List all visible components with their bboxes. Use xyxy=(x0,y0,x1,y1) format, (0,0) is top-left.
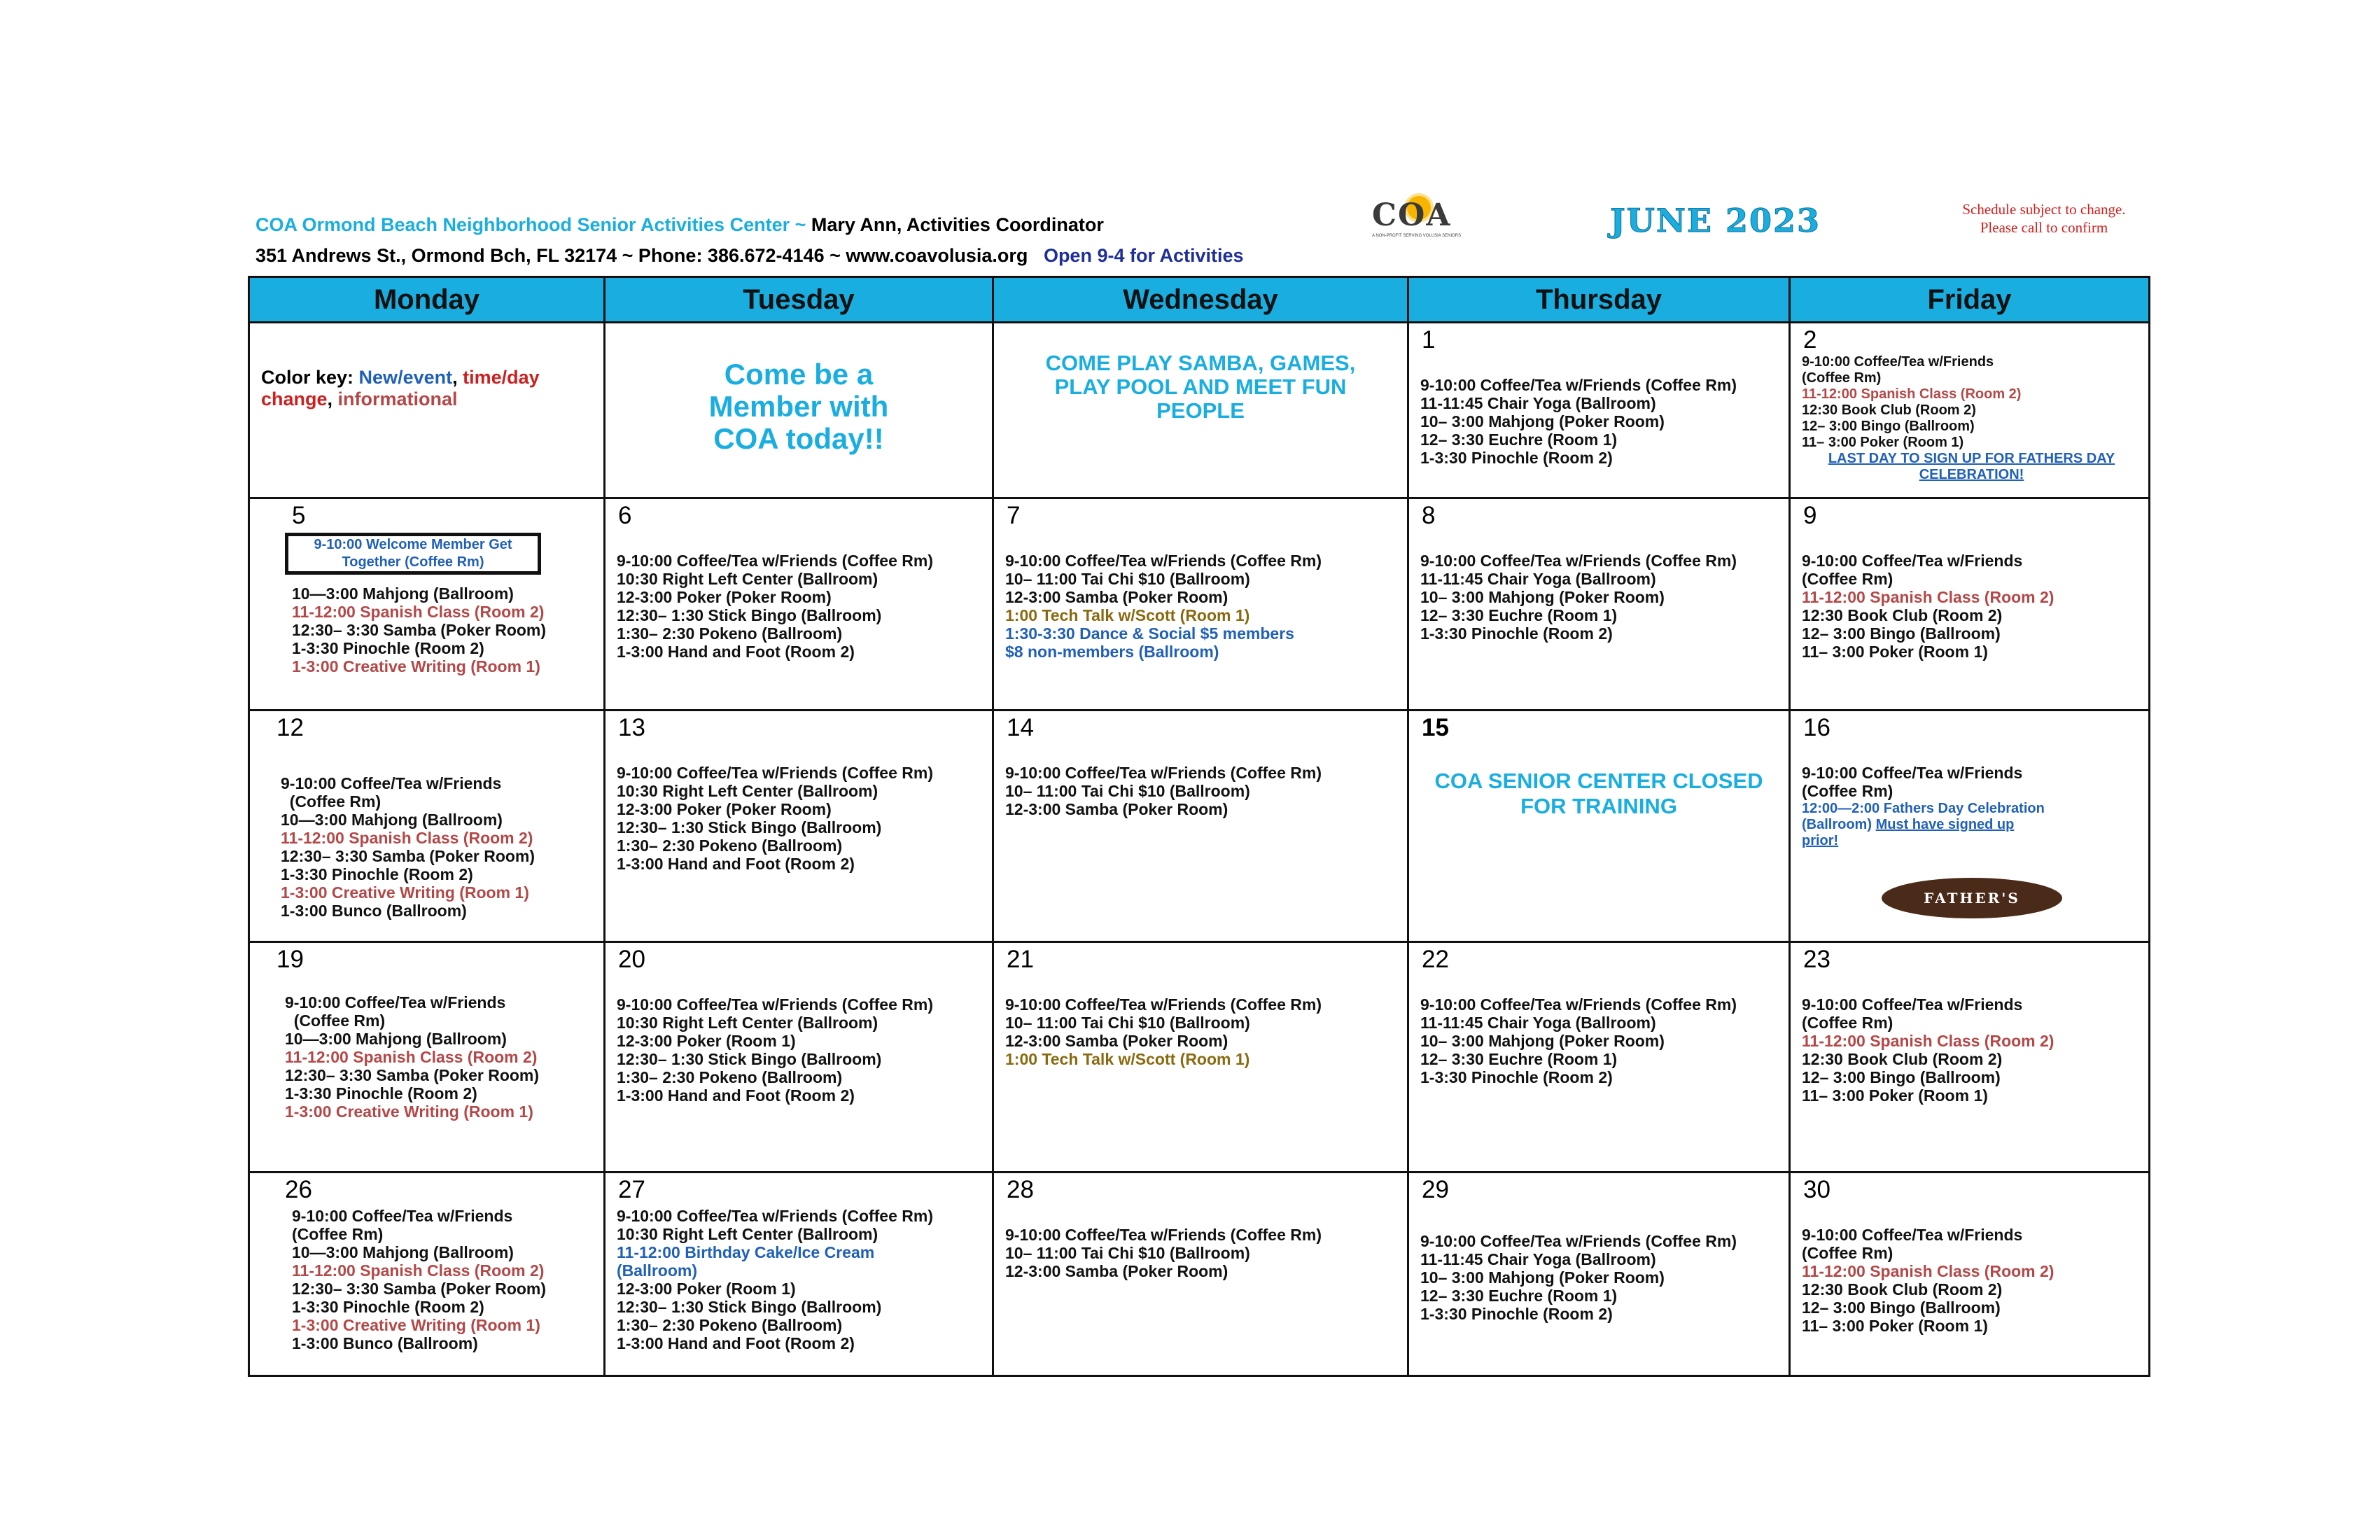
weekday-header: Thursday xyxy=(1408,277,1790,323)
event-line: 12– 3:00 Bingo (Ballroom) xyxy=(1802,1298,2001,1317)
day-number: 28 xyxy=(1007,1176,1034,1203)
event-line: (Coffee Rm) xyxy=(285,1011,386,1030)
day-events xyxy=(1802,552,2141,661)
day-number: 14 xyxy=(1007,714,1034,741)
event-line: 11– 3:00 Poker (Room 1) xyxy=(1802,435,1964,450)
header-address-line xyxy=(255,245,1244,267)
event-line: 10– 3:00 Mahjong (Poker Room) xyxy=(1420,1268,1665,1287)
day-number: 27 xyxy=(618,1176,645,1203)
day-number: 15 xyxy=(1422,714,1449,741)
day-number: 9 xyxy=(1803,502,1817,529)
event-line: 12-3:00 Samba (Poker Room) xyxy=(1005,1032,1228,1050)
event-line: 9-10:00 Coffee/Tea w/Friends xyxy=(1802,552,2023,570)
event-line: 11-12:00 Spanish Class (Room 2) xyxy=(1802,386,2022,402)
event-line: 10:30 Right Left Center (Ballroom) xyxy=(617,1014,878,1032)
event-line: 9-10:00 Coffee/Tea w/Friends (Coffee Rm) xyxy=(1005,552,1322,570)
day-number: 5 xyxy=(292,502,306,529)
event-line: 1-3:30 Pinochle (Room 2) xyxy=(1420,1305,1613,1323)
event-line: 12:30– 1:30 Stick Bingo (Ballroom) xyxy=(617,1050,882,1068)
event-line: 12:30– 3:30 Samba (Poker Room) xyxy=(285,1066,540,1084)
logo-text: COA xyxy=(1372,197,1452,233)
day-events xyxy=(1005,764,1400,818)
day-number: 16 xyxy=(1803,714,1830,741)
event-line: 12:30 Book Club (Room 2) xyxy=(1802,402,1976,418)
event-line: 12– 3:30 Euchre (Room 1) xyxy=(1420,606,1618,624)
day-events xyxy=(617,764,985,873)
day-events xyxy=(1802,1226,2141,1335)
day-number: 6 xyxy=(618,502,632,529)
event-line: 12:30– 1:30 Stick Bingo (Ballroom) xyxy=(617,606,882,624)
event-line: 12– 3:00 Bingo (Ballroom) xyxy=(1802,419,1975,434)
event-line: 11-12:00 Spanish Class (Room 2) xyxy=(1802,1262,2054,1280)
event-line: 10—3:00 Mahjong (Ballroom) xyxy=(281,811,503,829)
event-line: 9-10:00 Coffee/Tea w/Friends xyxy=(1802,995,2023,1014)
event-line: 9-10:00 Coffee/Tea w/Friends (Coffee Rm) xyxy=(1005,1226,1322,1244)
day-cell xyxy=(1408,942,1790,1172)
event-line: 11-11:45 Chair Yoga (Ballroom) xyxy=(1420,394,1656,412)
event-line: 12:30– 1:30 Stick Bingo (Ballroom) xyxy=(617,1298,882,1316)
event-line: 1:00 Tech Talk w/Scott (Room 1) xyxy=(1005,606,1250,624)
event-line: 9-10:00 Coffee/Tea w/Friends (Coffee Rm) xyxy=(1420,552,1737,570)
day-events xyxy=(292,1207,596,1352)
color-key: Color key: New/event, time/day change, informational xyxy=(261,367,540,410)
event-line[interactable]: prior! xyxy=(1802,833,1839,848)
day-cell xyxy=(1790,710,2150,942)
member-promo: Come be a Member with COA today!! xyxy=(708,358,889,455)
event-line: 9-10:00 Coffee/Tea w/Friends xyxy=(1802,1226,2023,1244)
day-cell xyxy=(993,498,1408,710)
event-line: 9-10:00 Coffee/Tea w/Friends xyxy=(1802,354,1994,370)
event-line: 9-10:00 Coffee/Tea w/Friends xyxy=(285,993,506,1011)
day-number: 22 xyxy=(1422,946,1449,973)
day-number: 26 xyxy=(285,1176,312,1203)
event-line: 1-3:30 Pinochle (Room 2) xyxy=(1420,624,1613,643)
event-line: 1-3:00 Hand and Foot (Room 2) xyxy=(617,643,855,661)
signup-required-link[interactable]: Must have signed up xyxy=(1875,817,2015,832)
event-line: (Ballroom) xyxy=(617,1261,697,1280)
event-line: 1-3:00 Hand and Foot (Room 2) xyxy=(617,855,855,873)
event-line: 1-3:30 Pinochle (Room 2) xyxy=(292,1298,484,1316)
event-line: 9-10:00 Coffee/Tea w/Friends (Coffee Rm) xyxy=(1420,995,1737,1014)
event-line: 1-3:00 Creative Writing (Room 1) xyxy=(292,1316,540,1334)
event-line: 12– 3:30 Euchre (Room 1) xyxy=(1420,1287,1618,1305)
event-line: 12:30– 1:30 Stick Bingo (Ballroom) xyxy=(617,818,882,836)
event-line[interactable]: CELEBRATION! xyxy=(1919,467,2024,482)
event-line: 12:30 Book Club (Room 2) xyxy=(1802,606,2003,624)
event-line: 1-3:00 Creative Writing (Room 1) xyxy=(292,657,540,676)
event-line: 1:30– 2:30 Pokeno (Ballroom) xyxy=(617,836,843,855)
event-line: 11-12:00 Spanish Class (Room 2) xyxy=(292,1261,545,1280)
event-line: 10—3:00 Mahjong (Ballroom) xyxy=(285,1030,507,1048)
event-line: 12:30– 3:30 Samba (Poker Room) xyxy=(292,1280,547,1298)
header-title-line xyxy=(255,214,1104,236)
day-number: 8 xyxy=(1422,502,1436,529)
event-line: 1:30– 2:30 Pokeno (Ballroom) xyxy=(617,1316,843,1334)
samba-promo: COME PLAY SAMBA, GAMES, PLAY POOL AND MEET FUN PEOPLE xyxy=(1045,351,1356,423)
event-line: 10– 11:00 Tai Chi $10 (Ballroom) xyxy=(1005,782,1250,800)
day-cell xyxy=(605,498,993,710)
event-line: 1-3:00 Bunco (Ballroom) xyxy=(281,902,467,920)
day-cell xyxy=(249,942,605,1172)
event-line: 12-3:00 Poker (Room 1) xyxy=(617,1032,796,1050)
weekday-header: Friday xyxy=(1790,277,2150,323)
day-events xyxy=(1420,376,1782,467)
event-line: 12-3:00 Samba (Poker Room) xyxy=(1005,800,1228,818)
day-cell xyxy=(1790,1172,2150,1376)
day-cell xyxy=(1408,498,1790,710)
day-events xyxy=(1420,995,1782,1086)
day-number: 13 xyxy=(618,714,645,741)
day-events xyxy=(617,1207,985,1352)
event-line: 11– 3:00 Poker (Room 1) xyxy=(1802,1086,1988,1105)
event-line: 11-11:45 Chair Yoga (Ballroom) xyxy=(1420,1250,1656,1268)
day-number: 1 xyxy=(1422,326,1436,354)
event-line: 1:30– 2:30 Pokeno (Ballroom) xyxy=(617,1068,843,1086)
event-line: 12-3:00 Samba (Poker Room) xyxy=(1005,588,1228,606)
event-line: 9-10:00 Coffee/Tea w/Friends (Coffee Rm) xyxy=(1005,764,1322,782)
event-line: 11– 3:00 Poker (Room 1) xyxy=(1802,643,1988,661)
welcome-event-box: 9-10:00 Welcome Member Get Together (Coffee Rm) xyxy=(285,533,541,575)
event-line: 10– 3:00 Mahjong (Poker Room) xyxy=(1420,1032,1665,1050)
event-line: 11-12:00 Spanish Class (Room 2) xyxy=(281,829,533,847)
logo-tagline: A NON-PROFIT SERVING VOLUSIA SENIORS xyxy=(1372,234,1462,238)
event-line: 9-10:00 Coffee/Tea w/Friends (Coffee Rm) xyxy=(617,995,934,1014)
event-line: 1-3:00 Hand and Foot (Room 2) xyxy=(617,1086,855,1105)
weekday-header: Monday xyxy=(249,277,605,323)
day-cell xyxy=(1408,710,1790,942)
center-name: COA Ormond Beach Neighborhood Senior Activities Center xyxy=(255,214,790,235)
day-events xyxy=(617,995,985,1105)
event-line: 1-3:00 Bunco (Ballroom) xyxy=(292,1334,478,1352)
day-cell xyxy=(605,942,993,1172)
day-number: 29 xyxy=(1422,1176,1449,1203)
event-line: 1-3:30 Pinochle (Room 2) xyxy=(281,865,473,883)
day-cell xyxy=(1790,498,2150,710)
day-events xyxy=(1005,552,1400,661)
event-line: 11-12:00 Spanish Class (Room 2) xyxy=(292,603,545,621)
event-line: 12– 3:30 Euchre (Room 1) xyxy=(1420,1050,1618,1068)
day-cell xyxy=(249,1172,605,1376)
event-line: 11-12:00 Birthday Cake/Ice Cream xyxy=(617,1243,875,1261)
event-line: 10—3:00 Mahjong (Ballroom) xyxy=(292,584,514,603)
event-line: 1-3:30 Pinochle (Room 2) xyxy=(1420,449,1613,467)
event-line: 9-10:00 Coffee/Tea w/Friends (Coffee Rm) xyxy=(1420,376,1737,394)
event-line: 1-3:00 Creative Writing (Room 1) xyxy=(281,883,529,902)
day-events xyxy=(1802,995,2141,1105)
event-line: 11-12:00 Spanish Class (Room 2) xyxy=(285,1048,538,1066)
event-line: 11-12:00 Spanish Class (Room 2) xyxy=(1802,1032,2054,1050)
header-separator: ~ xyxy=(790,214,811,235)
event-line: 9-10:00 Coffee/Tea w/Friends xyxy=(1802,764,2023,782)
weekday-header: Wednesday xyxy=(993,277,1408,323)
day-events xyxy=(1420,552,1782,643)
event-line: 10– 11:00 Tai Chi $10 (Ballroom) xyxy=(1005,570,1250,588)
closed-notice: COA SENIOR CENTER CLOSED FOR TRAINING xyxy=(1434,769,1763,818)
day-events xyxy=(281,774,596,920)
day-cell xyxy=(1408,1172,1790,1376)
day-number: 2 xyxy=(1803,326,1817,354)
event-line: (Coffee Rm) xyxy=(1802,1244,1893,1262)
event-line: 12– 3:00 Bingo (Ballroom) xyxy=(1802,1068,2001,1086)
day-cell xyxy=(993,1172,1408,1376)
event-line: (Coffee Rm) xyxy=(1802,782,1893,800)
event-line: 1:30– 2:30 Pokeno (Ballroom) xyxy=(617,624,843,643)
day-number: 19 xyxy=(276,946,304,973)
day-cell xyxy=(605,1172,993,1376)
event-line: 10– 11:00 Tai Chi $10 (Ballroom) xyxy=(1005,1244,1250,1262)
event-line: 10:30 Right Left Center (Ballroom) xyxy=(617,570,878,588)
day-cell xyxy=(993,710,1408,942)
event-line: 10– 3:00 Mahjong (Poker Room) xyxy=(1420,412,1665,430)
event-line: 1-3:30 Pinochle (Room 2) xyxy=(1420,1068,1613,1086)
day-events xyxy=(285,993,596,1121)
event-line: (Coffee Rm) xyxy=(1802,570,1893,588)
day-cell xyxy=(993,942,1408,1172)
disclaimer xyxy=(1918,200,2170,237)
event-line: (Ballroom) Must have signed up xyxy=(1802,817,2015,832)
event-line: 12:30– 3:30 Samba (Poker Room) xyxy=(292,621,547,639)
day-number: 30 xyxy=(1803,1176,1830,1203)
calendar-grid xyxy=(248,276,2150,1377)
day-events xyxy=(292,584,596,676)
event-line: 12-3:00 Poker (Room 1) xyxy=(617,1280,796,1298)
day-cell xyxy=(1408,323,1790,498)
event-line: 1-3:30 Pinochle (Room 2) xyxy=(292,639,484,657)
disclaimer-line-2: Please call to confirm xyxy=(1980,219,2108,236)
event-line: 12:30 Book Club (Room 2) xyxy=(1802,1280,2003,1298)
weekday-header: Tuesday xyxy=(605,277,993,323)
color-key-cell xyxy=(249,323,605,498)
event-line: 9-10:00 Coffee/Tea w/Friends (Coffee Rm) xyxy=(617,1207,934,1225)
coa-logo xyxy=(1372,196,1491,239)
day-cell xyxy=(1790,323,2150,498)
event-line: (Coffee Rm) xyxy=(292,1225,384,1243)
day-cell xyxy=(605,710,993,942)
day-number: 21 xyxy=(1007,946,1034,973)
day-events xyxy=(1005,995,1400,1068)
day-number: 7 xyxy=(1007,502,1021,529)
day-events xyxy=(1802,764,2141,800)
day-events xyxy=(285,533,596,575)
day-cell xyxy=(249,710,605,942)
event-line: 10– 3:00 Mahjong (Poker Room) xyxy=(1420,588,1665,606)
day-events xyxy=(1802,801,2141,849)
promo-cell xyxy=(993,323,1408,498)
event-line: 9-10:00 Coffee/Tea w/Friends (Coffee Rm) xyxy=(1420,1232,1737,1250)
day-number: 12 xyxy=(276,714,304,741)
color-key-label: Color key: xyxy=(261,367,359,388)
event-line: (Coffee Rm) xyxy=(281,792,382,811)
event-line: 11-12:00 Spanish Class (Room 2) xyxy=(1802,588,2054,606)
event-line: 9-10:00 Coffee/Tea w/Friends xyxy=(292,1207,513,1225)
promo-cell xyxy=(605,323,993,498)
address: 351 Andrews St., Ormond Bch, FL 32174 ~ Phone: 386.672-4146 ~ www.coavolusia.org xyxy=(255,245,1028,266)
event-line: 9-10:00 Coffee/Tea w/Friends (Coffee Rm) xyxy=(1005,995,1322,1014)
event-line: 1:30-3:30 Dance & Social $5 members xyxy=(1005,624,1294,643)
disclaimer-line-1: Schedule subject to change. xyxy=(1962,201,2126,218)
event-line: 9-10:00 Coffee/Tea w/Friends (Coffee Rm) xyxy=(617,764,934,782)
event-line: 12:30 Book Club (Room 2) xyxy=(1802,1050,2003,1068)
day-events xyxy=(1420,1232,1782,1323)
color-key-time: time/day change xyxy=(261,367,540,410)
event-line: 9-10:00 Coffee/Tea w/Friends (Coffee Rm) xyxy=(617,552,934,570)
event-line: 12:00—2:00 Fathers Day Celebration xyxy=(1802,801,2045,816)
event-line: 1:00 Tech Talk w/Scott (Room 1) xyxy=(1005,1050,1250,1068)
event-line: 1-3:00 Creative Writing (Room 1) xyxy=(285,1102,533,1121)
fathers-day-badge: FATHER'S xyxy=(1882,878,2062,918)
event-line: (Coffee Rm) xyxy=(1802,370,1882,386)
hours: Open 9-4 for Activities xyxy=(1043,245,1244,266)
event-line: 10:30 Right Left Center (Ballroom) xyxy=(617,782,878,800)
event-line: 10– 11:00 Tai Chi $10 (Ballroom) xyxy=(1005,1014,1250,1032)
event-line: 11-11:45 Chair Yoga (Ballroom) xyxy=(1420,570,1656,588)
signup-notice[interactable]: LAST DAY TO SIGN UP FOR FATHERS DAY xyxy=(1828,451,2115,466)
month-title: JUNE 2023 xyxy=(1610,202,1821,239)
event-line: 10:30 Right Left Center (Ballroom) xyxy=(617,1225,878,1243)
event-line: 10—3:00 Mahjong (Ballroom) xyxy=(292,1243,514,1261)
event-line: 1-3:00 Hand and Foot (Room 2) xyxy=(617,1334,855,1352)
day-number: 23 xyxy=(1803,946,1830,973)
event-line: 12– 3:00 Bingo (Ballroom) xyxy=(1802,624,2001,643)
coordinator: Mary Ann, Activities Coordinator xyxy=(811,214,1104,235)
day-events xyxy=(617,552,985,661)
event-line: 11– 3:00 Poker (Room 1) xyxy=(1802,1317,1988,1335)
event-line: 1-3:30 Pinochle (Room 2) xyxy=(285,1084,477,1102)
day-cell xyxy=(1790,942,2150,1172)
color-key-new: New/event xyxy=(358,367,453,388)
event-line: 11-11:45 Chair Yoga (Ballroom) xyxy=(1420,1014,1656,1032)
event-line: 12– 3:30 Euchre (Room 1) xyxy=(1420,430,1618,449)
event-line: 12:30– 3:30 Samba (Poker Room) xyxy=(281,847,536,865)
day-number: 20 xyxy=(618,946,645,973)
event-line: 12-3:00 Poker (Poker Room) xyxy=(617,800,832,818)
day-events xyxy=(1005,1226,1400,1280)
color-key-info: informational xyxy=(337,388,458,410)
event-line: $8 non-members (Ballroom) xyxy=(1005,643,1219,661)
day-events xyxy=(1802,354,2141,483)
event-line: 12-3:00 Samba (Poker Room) xyxy=(1005,1262,1228,1280)
event-line: (Coffee Rm) xyxy=(1802,1014,1893,1032)
event-line: 9-10:00 Coffee/Tea w/Friends xyxy=(281,774,502,792)
event-line: 12-3:00 Poker (Poker Room) xyxy=(617,588,832,606)
day-cell xyxy=(249,498,605,710)
